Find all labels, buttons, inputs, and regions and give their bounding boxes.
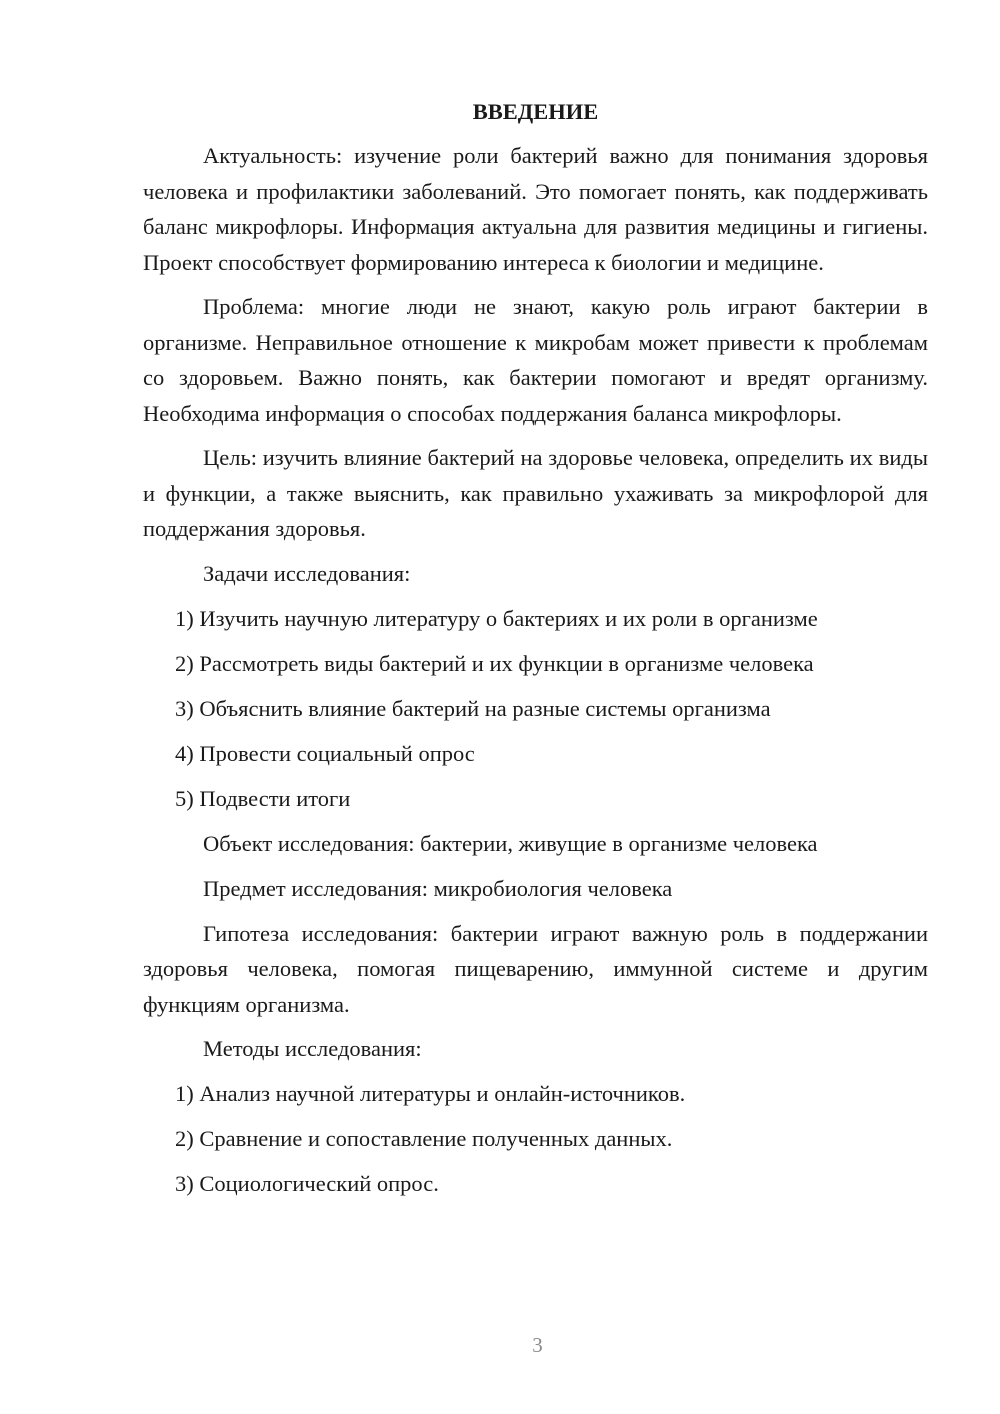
section-title: ВВЕДЕНИЕ bbox=[472, 99, 599, 124]
methods-list bbox=[143, 1076, 928, 1202]
relevance-paragraph: Актуальность: изучение роли бактерий важно для понимания здоровья человека и профилактики заболеваний. Это помогает понять, как поддерживать баланс микрофлоры. Информация актуальна для развития медицины и гигиены. Проект способствует формированию интереса к биологии и медицине. bbox=[143, 143, 928, 275]
goal-paragraph: Цель: изучить влияние бактерий на здоровье человека, определить их виды и функции, а также выяснить, как правильно ухаживать за микрофлорой для поддержания здоровья. bbox=[143, 445, 928, 541]
method-item: 2) Сравнение и сопоставление полученных данных. bbox=[175, 1126, 673, 1151]
tasks-heading: Задачи исследования: bbox=[203, 560, 411, 586]
document-body bbox=[143, 94, 928, 1211]
problem-paragraph: Проблема: многие люди не знают, какую роль играют бактерии в организме. Неправильное отношение к микробам может привести к проблемам со здоровьем. Важно понять, как бактерии помогают и вредят организму. Необходима информация о способах поддержания баланса микрофлоры. bbox=[143, 294, 928, 426]
hypothesis-paragraph: Гипотеза исследования: бактерии играют важную роль в поддержании здоровья человека, помогая пищеварению, иммунной системе и другим функциям организма. bbox=[143, 920, 928, 1017]
method-item: 1) Анализ научной литературы и онлайн-источников. bbox=[175, 1081, 686, 1106]
task-item: 3) Объяснить влияние бактерий на разные системы организма bbox=[175, 695, 771, 721]
task-item: 4) Провести социальный опрос bbox=[175, 740, 475, 766]
method-item: 3) Социологический опрос. bbox=[175, 1171, 439, 1196]
task-item: 2) Рассмотреть виды бактерий и их функции в организме человека bbox=[175, 650, 814, 676]
methods-heading: Методы исследования: bbox=[203, 1036, 422, 1061]
task-item: 5) Подвести итоги bbox=[175, 785, 351, 811]
object-line: Объект исследования: бактерии, живущие в организме человека bbox=[203, 830, 818, 856]
task-item: 1) Изучить научную литературу о бактериях и их роли в организме bbox=[175, 605, 818, 631]
tasks-list bbox=[143, 601, 928, 817]
page-number: 3 bbox=[532, 1333, 543, 1357]
subject-line: Предмет исследования: микробиология человека bbox=[203, 875, 673, 901]
